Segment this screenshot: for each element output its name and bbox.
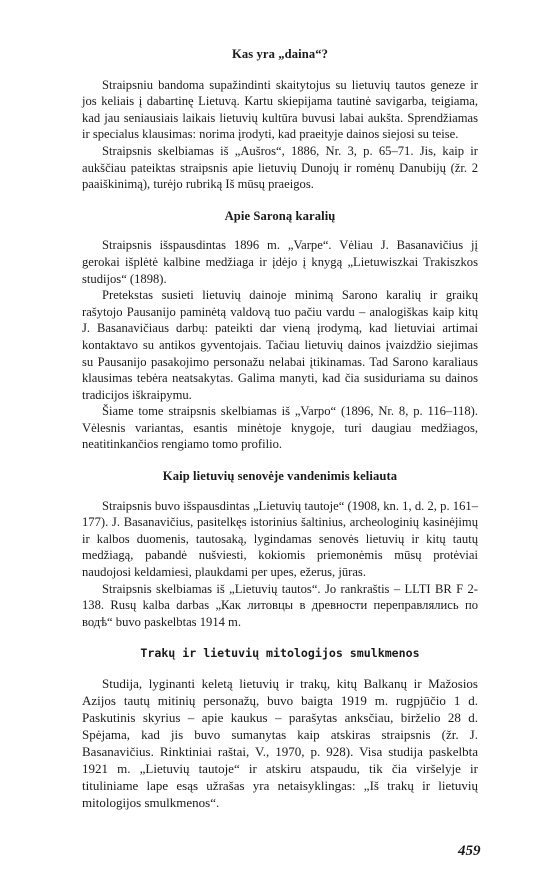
page-content xyxy=(82,46,478,826)
section-heading: Kas yra „daina“? xyxy=(231,47,329,61)
page-number: 459 xyxy=(458,843,481,859)
paragraph: Pretekstas susieti lietuvių dainoje minimą Sarono karalių ir graikų rašytojo Pausanijo paminėtą valdovą tuo pačiu vardu – analogiškas kaip kitų J. Basanavičiaus darbų: pateikti dar vieną įrodymą, kad lietuviai artimai kontaktavo su antikos gyventojais. Tačiau lietuvių dainos įvaizdžio siejimas su Pausanijo pasakojimo personažu nelabai įtikinamas. Tad Sarono karaliaus klausimas tebėra neatsakytas. Galima manyti, kad čia susiduriama su dainos tradicijos iškraipymu. xyxy=(82,288,478,402)
section-heading: Apie Saroną karalių xyxy=(224,208,336,223)
section-kas-yra-daina xyxy=(82,46,478,193)
section-vandenimis-keliauta xyxy=(82,468,478,630)
paragraph: Straipsniu bandoma supažindinti skaitytojus su lietuvių tautos geneze ir jos keliais į dabartinę Lietuvą. Kartu skiepijama tautinė savigarba, teigiama, kad jau seniausiais laikais lietuvių kultūra buvusi labai aukšta. Sprendžiamas ir specialus klausimas: norima įrodyti, kad praeityje dainos siejosi su teise. xyxy=(82,77,478,142)
paragraph: Šiame tome straipsnis skelbiamas iš „Varpo“ (1896, Nr. 8, p. 116–118). Vėlesnis variantas, esantis minėtoje knygoje, turi daugiau medžiagos, neatitinkančios rengiamo tomo profilio. xyxy=(82,404,478,452)
section-traku-mitologija xyxy=(82,645,478,811)
paragraph: Straipsnis išspausdintas 1896 m. „Varpe“. Vėliau J. Basanavičius jį gerokai išplėtė kalbine medžiaga ir įdėjo į knygą „Lietuwiszkai Trakiszkos studijos“ (1898). xyxy=(82,238,478,286)
paragraph: Studija, lyginanti keletą lietuvių ir trakų, kitų Balkanų ir Mažosios Azijos tautų mitinių personažų, buvo baigta 1919 m. rugpjūčio 1 d. Paskutinis skyrius – apie kaukus – parašytas anksčiau, birželio 28 d. Spėjama, kad jis buvo sumanytas kaip atskiras straipsnis (žr. J. Basanavičius. Rinktiniai raštai, V., 1970, p. 928). Visa studija paskelbta 1921 m. „Lietuvių tautoje“ ir atskiru atspaudu, tik čia viršelyje ir tituliniame lape esąs užrašas yra netaisyklingas: „Iš trakų ir lietuvių mitologijos smulkmenos“. xyxy=(82,676,478,810)
section-heading: Kaip lietuvių senovėje vandenimis keliauta xyxy=(162,469,398,484)
section-heading: Trakų ir lietuvių mitologijos smulkmenos xyxy=(140,646,420,661)
paragraph: Straipsnis skelbiamas iš „Aušros“, 1886, Nr. 3, p. 65–71. Jis, kaip ir aukščiau pateiktas straipsnis apie lietuvių Dunojų ir romėnų Danubijų (žr. 2 paaiškinimą), turėjo rubriką Iš mūsų praeigos. xyxy=(82,143,478,192)
paragraph: Straipsnis skelbiamas iš „Lietuvių tautos“. Jo rankraštis – LLTI BR F 2-138. Rusų kalba darbas „Как литовцы в древности переправлялись по водѣ“ buvo paskelbtas 1914 m. xyxy=(82,581,478,629)
paragraph: Straipsnis buvo išspausdintas „Lietuvių tautoje“ (1908, kn. 1, d. 2, p. 161–177). J. Basanavičius, pasitelkęs istorinius šaltinius, archeologinių kasinėjimų ir kalbos duomenis, tautosaką, lygindamas senovės lietuvių ir kitų tautų medžiagą, pabandė nušviesti, kokiomis priemonėmis mūsų protėviai naudojosi keldamiesi, plaukdami per upes, ežerus, jūras. xyxy=(82,498,478,580)
section-apie-sarona xyxy=(82,208,478,453)
